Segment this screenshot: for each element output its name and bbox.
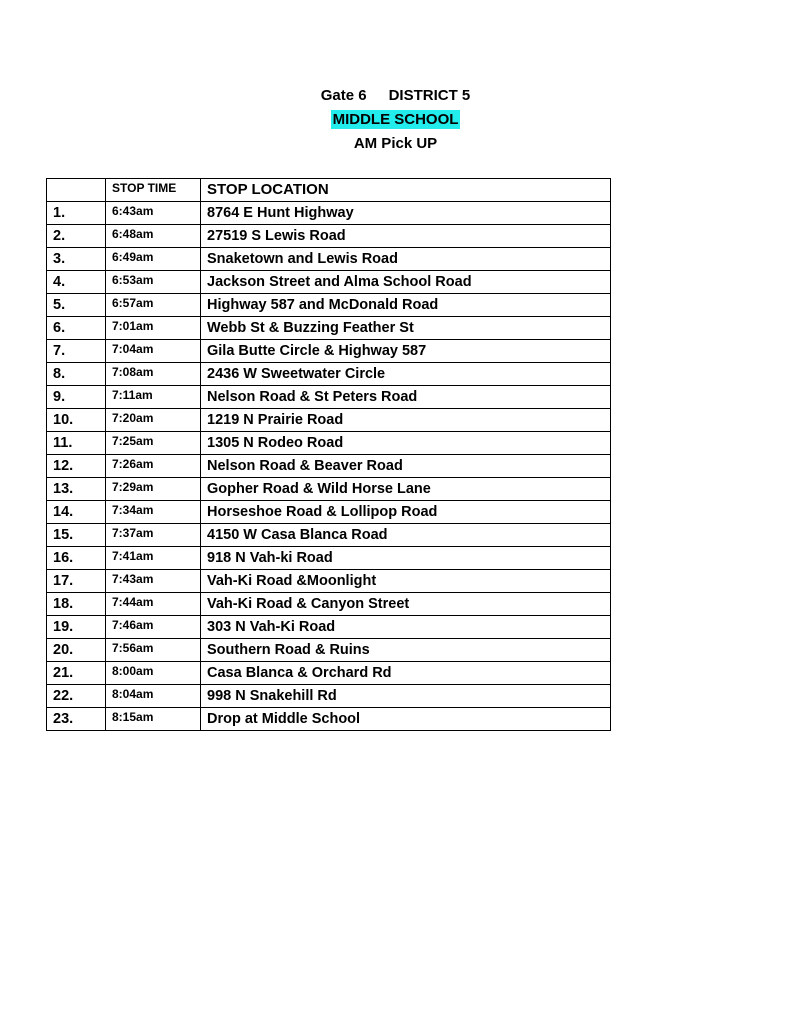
stop-number-cell: 4. — [47, 271, 106, 294]
stop-number-cell: 5. — [47, 294, 106, 317]
table-body — [47, 202, 611, 731]
stop-number-cell: 20. — [47, 639, 106, 662]
stop-time-cell: 7:46am — [106, 616, 201, 639]
stop-time-cell: 7:56am — [106, 639, 201, 662]
gate-label: Gate 6 — [320, 87, 367, 104]
stop-time-cell: 7:43am — [106, 570, 201, 593]
table-row — [47, 708, 611, 731]
stop-location-cell: 1219 N Prairie Road — [201, 409, 611, 432]
stop-number-cell: 9. — [47, 386, 106, 409]
stop-time-cell: 6:57am — [106, 294, 201, 317]
table-header-row — [47, 179, 611, 202]
stop-location-cell: 4150 W Casa Blanca Road — [201, 524, 611, 547]
table-row — [47, 478, 611, 501]
table-row — [47, 409, 611, 432]
stop-number-cell: 14. — [47, 501, 106, 524]
table-row — [47, 363, 611, 386]
stop-number-cell: 11. — [47, 432, 106, 455]
stop-time-cell: 7:04am — [106, 340, 201, 363]
stop-time-cell: 7:26am — [106, 455, 201, 478]
column-header-stop-location: STOP LOCATION — [201, 179, 611, 202]
stop-number-cell: 13. — [47, 478, 106, 501]
stop-number-cell: 12. — [47, 455, 106, 478]
stop-location-cell: Nelson Road & Beaver Road — [201, 455, 611, 478]
stop-number-cell: 1. — [47, 202, 106, 225]
stop-location-cell: 27519 S Lewis Road — [201, 225, 611, 248]
table-row — [47, 340, 611, 363]
table-row — [47, 593, 611, 616]
stop-location-cell: Casa Blanca & Orchard Rd — [201, 662, 611, 685]
stop-time-cell: 7:34am — [106, 501, 201, 524]
table-row — [47, 685, 611, 708]
table-row — [47, 501, 611, 524]
stop-location-cell: Snaketown and Lewis Road — [201, 248, 611, 271]
school-line — [0, 108, 791, 132]
bus-stop-schedule-table — [46, 178, 611, 731]
stop-location-cell: Gopher Road & Wild Horse Lane — [201, 478, 611, 501]
stop-time-cell: 6:49am — [106, 248, 201, 271]
stop-time-cell: 7:37am — [106, 524, 201, 547]
column-header-stop-time: STOP TIME — [106, 179, 201, 202]
stop-number-cell: 6. — [47, 317, 106, 340]
stop-time-cell: 6:53am — [106, 271, 201, 294]
stop-location-cell: Jackson Street and Alma School Road — [201, 271, 611, 294]
table-row — [47, 455, 611, 478]
stop-number-cell: 16. — [47, 547, 106, 570]
stop-number-cell: 2. — [47, 225, 106, 248]
stop-location-cell: 303 N Vah-Ki Road — [201, 616, 611, 639]
stop-number-cell: 3. — [47, 248, 106, 271]
stop-time-cell: 6:43am — [106, 202, 201, 225]
stop-time-cell: 7:41am — [106, 547, 201, 570]
stop-time-cell: 8:15am — [106, 708, 201, 731]
stop-time-cell: 6:48am — [106, 225, 201, 248]
stop-location-cell: 1305 N Rodeo Road — [201, 432, 611, 455]
stop-time-cell: 7:11am — [106, 386, 201, 409]
stop-location-cell: Horseshoe Road & Lollipop Road — [201, 501, 611, 524]
stop-location-cell: Highway 587 and McDonald Road — [201, 294, 611, 317]
table-row — [47, 524, 611, 547]
table-row — [47, 662, 611, 685]
stop-number-cell: 17. — [47, 570, 106, 593]
column-header-number — [47, 179, 106, 202]
stop-number-cell: 22. — [47, 685, 106, 708]
table-row — [47, 570, 611, 593]
table-row — [47, 432, 611, 455]
gate-district-line — [0, 84, 791, 108]
stop-location-cell: Southern Road & Ruins — [201, 639, 611, 662]
stop-time-cell: 7:29am — [106, 478, 201, 501]
stop-number-cell: 15. — [47, 524, 106, 547]
stop-time-cell: 7:25am — [106, 432, 201, 455]
stop-location-cell: 998 N Snakehill Rd — [201, 685, 611, 708]
stop-time-cell: 7:44am — [106, 593, 201, 616]
stop-location-cell: Vah-Ki Road &Moonlight — [201, 570, 611, 593]
stop-time-cell: 7:01am — [106, 317, 201, 340]
table-row — [47, 271, 611, 294]
stop-location-cell: 8764 E Hunt Highway — [201, 202, 611, 225]
stop-number-cell: 19. — [47, 616, 106, 639]
stop-location-cell: Gila Butte Circle & Highway 587 — [201, 340, 611, 363]
district-label: DISTRICT 5 — [388, 87, 471, 104]
stop-number-cell: 18. — [47, 593, 106, 616]
stop-time-cell: 7:08am — [106, 363, 201, 386]
stop-location-cell: Drop at Middle School — [201, 708, 611, 731]
table-row — [47, 294, 611, 317]
stop-time-cell: 8:00am — [106, 662, 201, 685]
stop-time-cell: 8:04am — [106, 685, 201, 708]
stop-location-cell: Webb St & Buzzing Feather St — [201, 317, 611, 340]
stop-number-cell: 10. — [47, 409, 106, 432]
stop-number-cell: 23. — [47, 708, 106, 731]
stop-number-cell: 8. — [47, 363, 106, 386]
document-header — [0, 84, 791, 156]
table-row — [47, 248, 611, 271]
table-row — [47, 202, 611, 225]
stop-time-cell: 7:20am — [106, 409, 201, 432]
stop-location-cell: 918 N Vah-ki Road — [201, 547, 611, 570]
table-row — [47, 386, 611, 409]
table-row — [47, 317, 611, 340]
table-row — [47, 616, 611, 639]
stop-location-cell: Vah-Ki Road & Canyon Street — [201, 593, 611, 616]
table-row — [47, 639, 611, 662]
school-title: MIDDLE SCHOOL — [332, 111, 459, 128]
stop-location-cell: Nelson Road & St Peters Road — [201, 386, 611, 409]
stop-number-cell: 21. — [47, 662, 106, 685]
stop-location-cell: 2436 W Sweetwater Circle — [201, 363, 611, 386]
table-row — [47, 547, 611, 570]
stop-number-cell: 7. — [47, 340, 106, 363]
session-title: AM Pick UP — [353, 135, 438, 152]
table-row — [47, 225, 611, 248]
